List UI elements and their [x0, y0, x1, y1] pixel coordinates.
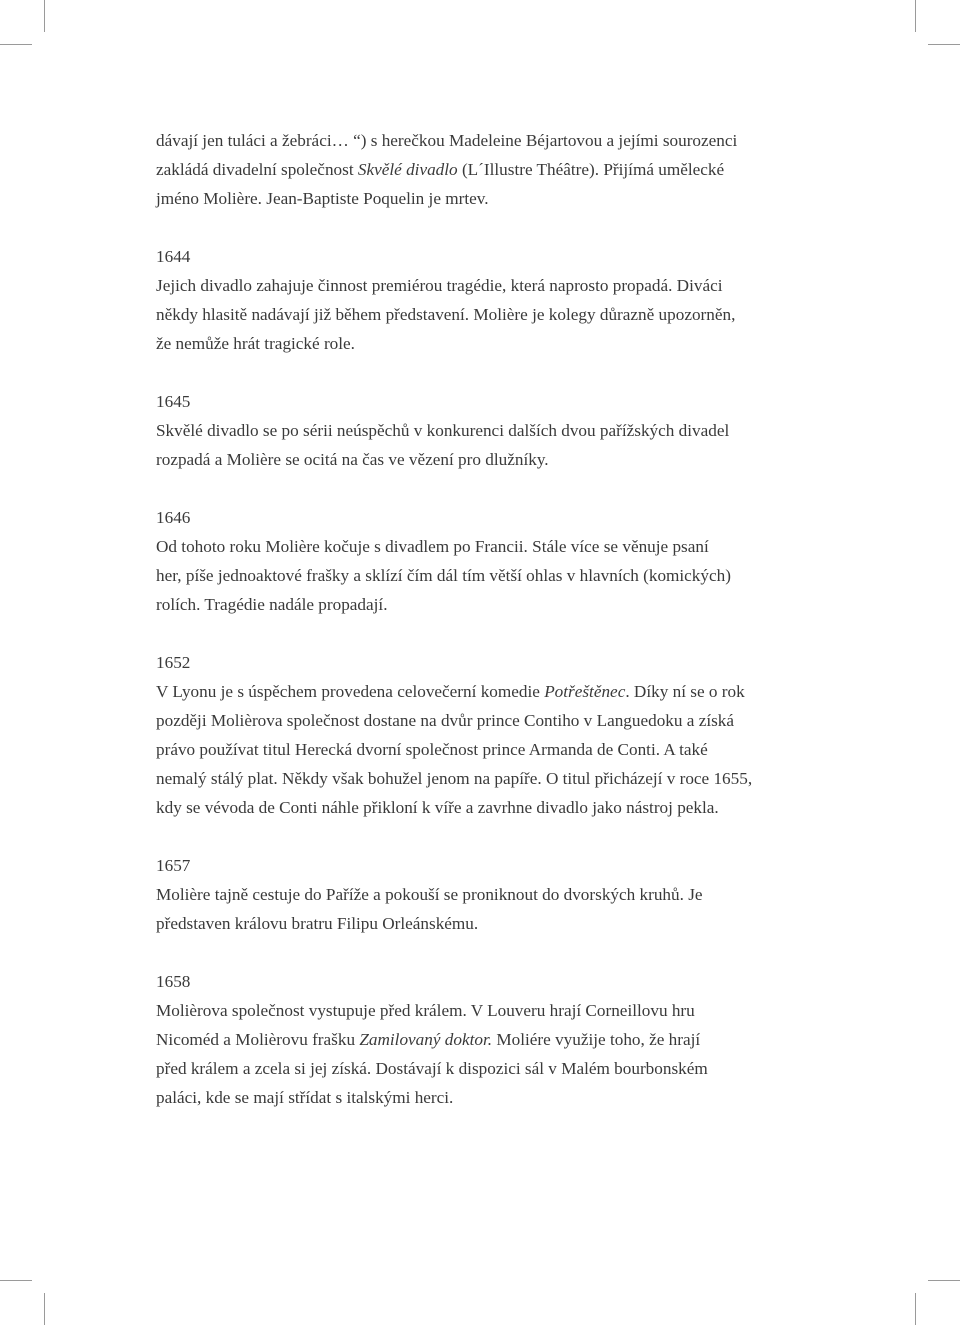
crop-mark-top-right-v	[915, 0, 916, 32]
text-run: že nemůže hrát tragické role.	[156, 334, 355, 353]
timeline-entry	[156, 242, 796, 358]
entry-year: 1652	[156, 653, 191, 672]
document-body	[156, 126, 796, 1141]
text-run: dávají jen tuláci a žebráci… “) s herečkou Madeleine Béjartovou a jejími sourozenci	[156, 131, 738, 150]
text-line	[156, 1025, 796, 1054]
entry-year: 1658	[156, 972, 191, 991]
text-run: před králem a zcela si jej získá. Dostávají k dispozici sál v Malém bourbonském	[156, 1059, 708, 1078]
text-run: někdy hlasitě nadávají již během představení. Molière je kolegy důrazně upozorněn,	[156, 305, 736, 324]
entry-year: 1644	[156, 247, 191, 266]
text-run: zakládá divadelní společnost	[156, 160, 358, 179]
text-line	[156, 1083, 796, 1112]
entry-year: 1645	[156, 392, 191, 411]
timeline-entry	[156, 648, 796, 822]
text-line	[156, 184, 796, 213]
text-line	[156, 126, 796, 155]
text-line	[156, 300, 796, 329]
crop-mark-bottom-right-v	[915, 1293, 916, 1325]
text-line	[156, 416, 796, 445]
text-run: Od tohoto roku Molière kočuje s divadlem po Francii. Stále více se věnuje psaní	[156, 537, 709, 556]
text-run: kdy se vévoda de Conti náhle přikloní k víře a zavrhne divadlo jako nástroj pekla.	[156, 798, 719, 817]
text-line	[156, 735, 796, 764]
text-line	[156, 155, 796, 184]
text-line	[156, 880, 796, 909]
text-line	[156, 706, 796, 735]
entry-year: 1646	[156, 508, 191, 527]
text-run: později Molièrova společnost dostane na dvůr prince Contiho v Languedoku a získá	[156, 711, 735, 730]
text-run: představen královu bratru Filipu Orleánskému.	[156, 914, 479, 933]
text-run: Jejich divadlo zahajuje činnost premiérou tragédie, která naprosto propadá. Diváci	[156, 276, 723, 295]
text-line	[156, 677, 796, 706]
text-line	[156, 271, 796, 300]
text-line	[156, 1054, 796, 1083]
timeline-entries	[156, 242, 796, 1112]
text-run: . Díky ní se o rok	[625, 682, 745, 701]
text-line	[156, 445, 796, 474]
crop-mark-top-right-h	[928, 44, 960, 45]
text-run: rozpadá a Molière se ocitá na čas ve vězení pro dlužníky.	[156, 450, 549, 469]
entry-year: 1657	[156, 856, 191, 875]
italic-title: Skvělé divadlo	[357, 160, 458, 179]
text-run: Nicoméd a Molièrovu frašku	[156, 1030, 360, 1049]
italic-title: Zamilovaný doktor.	[359, 1030, 493, 1049]
timeline-entry	[156, 387, 796, 474]
text-line	[156, 793, 796, 822]
text-line	[156, 764, 796, 793]
text-run: her, píše jednoaktové frašky a sklízí čím dál tím větší ohlas v hlavních (komických)	[156, 566, 731, 585]
text-run: Molièrova společnost vystupuje před králem. V Louveru hrají Corneillovu hru	[156, 1001, 695, 1020]
text-line	[156, 329, 796, 358]
crop-mark-bottom-left-v	[44, 1293, 45, 1325]
text-run: paláci, kde se mají střídat s italskými herci.	[156, 1088, 454, 1107]
crop-mark-bottom-left-h	[0, 1280, 32, 1281]
text-run: (L´Illustre Théâtre). Přijímá umělecké	[457, 160, 725, 179]
text-run: nemalý stálý plat. Někdy však bohužel jenom na papíře. O titul přicházejí v roce 1655,	[156, 769, 753, 788]
crop-mark-top-left-v	[44, 0, 45, 32]
text-line	[156, 909, 796, 938]
text-run: právo používat titul Herecká dvorní společnost prince Armanda de Conti. A také	[156, 740, 708, 759]
text-run: Moliére využije toho, že hrají	[492, 1030, 701, 1049]
text-line	[156, 590, 796, 619]
crop-mark-top-left-h	[0, 44, 32, 45]
crop-mark-bottom-right-h	[928, 1280, 960, 1281]
text-run: Skvělé divadlo se po sérii neúspěchů v konkurenci dalších dvou pařížských divadel	[156, 421, 730, 440]
text-run: rolích. Tragédie nadále propadají.	[156, 595, 388, 614]
italic-title: Potřeštěnec	[544, 682, 626, 701]
text-line	[156, 561, 796, 590]
text-run: Molière tajně cestuje do Paříže a pokouší se proniknout do dvorských kruhů. Je	[156, 885, 703, 904]
intro-paragraph	[156, 126, 796, 213]
timeline-entry	[156, 503, 796, 619]
text-line	[156, 532, 796, 561]
text-run: jméno Molière. Jean-Baptiste Poquelin je mrtev.	[156, 189, 489, 208]
text-line	[156, 996, 796, 1025]
timeline-entry	[156, 851, 796, 938]
text-run: V Lyonu je s úspěchem provedena celovečerní komedie	[156, 682, 545, 701]
timeline-entry	[156, 967, 796, 1112]
